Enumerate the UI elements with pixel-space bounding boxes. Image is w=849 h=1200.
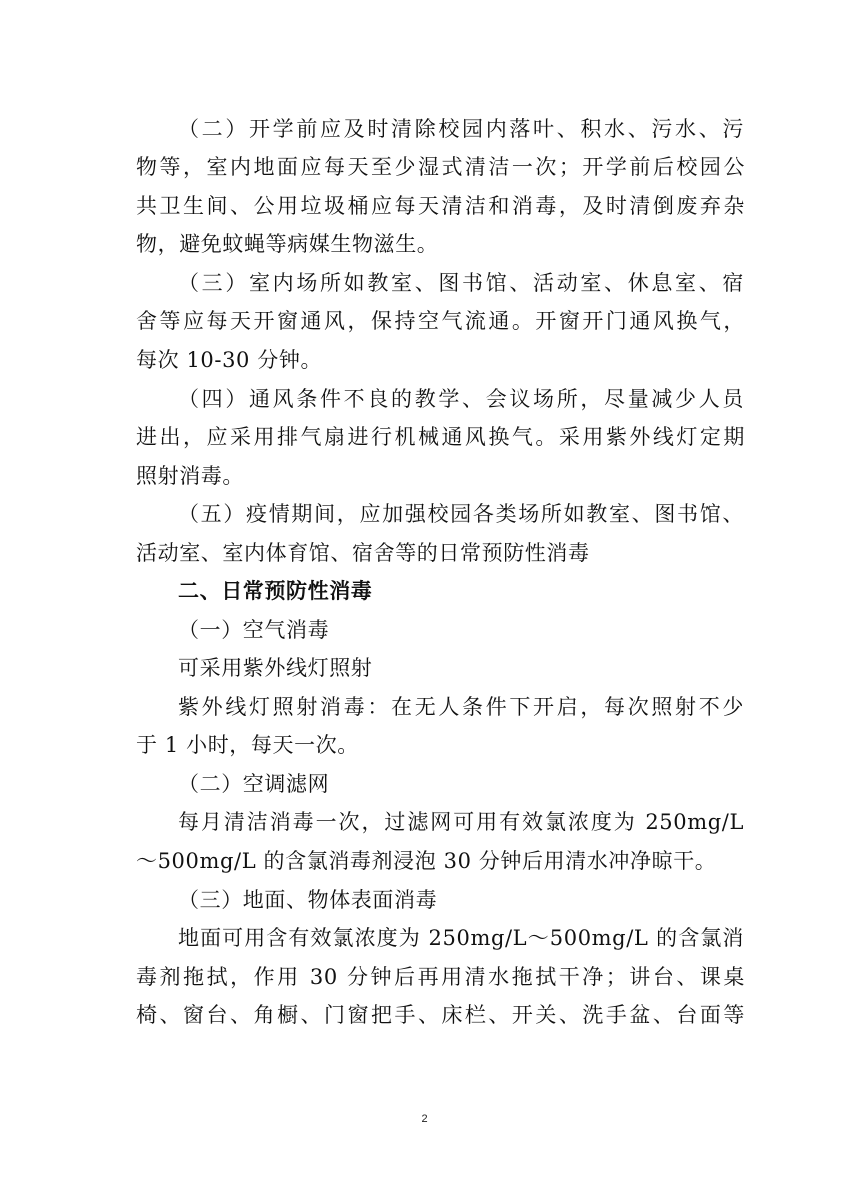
paragraph-3-line-3: 每次 10-30 分钟。 — [136, 348, 323, 372]
subsection-2-line-2: ～500mg/L 的含氯消毒剂浸泡 30 分钟后用清水冲净晾干。 — [136, 849, 717, 873]
paragraph-4-line-2: 进出，应采用排气扇进行机械通风换气。采用紫外线灯定期 — [136, 425, 745, 449]
paragraph-2-line-4: 物，避免蚊蝇等病媒生物滋生。 — [136, 232, 439, 256]
subsection-3-line-2: 毒剂拖拭，作用 30 分钟后再用清水拖拭干净；讲台、课桌 — [136, 965, 745, 989]
paragraph-2-line-1: （二）开学前应及时清除校园内落叶、积水、污水、污 — [178, 117, 744, 141]
subsection-1-title: （一）空气消毒 — [178, 618, 330, 642]
paragraph-5-line-1: （五）疫情期间，应加强校园各类场所如教室、图书馆、 — [178, 502, 744, 526]
subsection-1-line-3: 于 1 小时，每天一次。 — [136, 733, 359, 757]
subsection-2-line-1: 每月清洁消毒一次，过滤网可用有效氯浓度为 250mg/L — [178, 810, 744, 834]
subsection-3-line-1: 地面可用含有效氯浓度为 250mg/L～500mg/L 的含氯消 — [178, 926, 744, 950]
section-heading: 二、日常预防性消毒 — [178, 579, 373, 603]
paragraph-3-line-1: （三）室内场所如教室、图书馆、活动室、休息室、宿 — [178, 271, 744, 295]
paragraph-4-line-1: （四）通风条件不良的教学、会议场所，尽量减少人员 — [178, 387, 744, 411]
subsection-3-title: （三）地面、物体表面消毒 — [178, 888, 438, 912]
paragraph-2-line-3: 共卫生间、公用垃圾桶应每天清洁和消毒，及时清倒废弃杂 — [136, 194, 745, 218]
subsection-1-line-1: 可采用紫外线灯照射 — [178, 656, 373, 680]
paragraph-4-line-3: 照射消毒。 — [136, 464, 244, 488]
subsection-2-title: （二）空调滤网 — [178, 772, 330, 796]
paragraph-5-line-2: 活动室、室内体育馆、宿舍等的日常预防性消毒 — [136, 541, 590, 565]
subsection-1-line-2: 紫外线灯照射消毒：在无人条件下开启，每次照射不少 — [178, 695, 744, 719]
paragraph-2-line-2: 物等，室内地面应每天至少湿式清洁一次；开学前后校园公 — [136, 155, 745, 179]
subsection-3-line-3: 椅、窗台、角橱、门窗把手、床栏、开关、洗手盆、台面等 — [136, 1003, 745, 1027]
page-number: 2 — [421, 1113, 428, 1125]
paragraph-3-line-2: 舍等应每天开窗通风，保持空气流通。开窗开门通风换气， — [136, 309, 745, 333]
